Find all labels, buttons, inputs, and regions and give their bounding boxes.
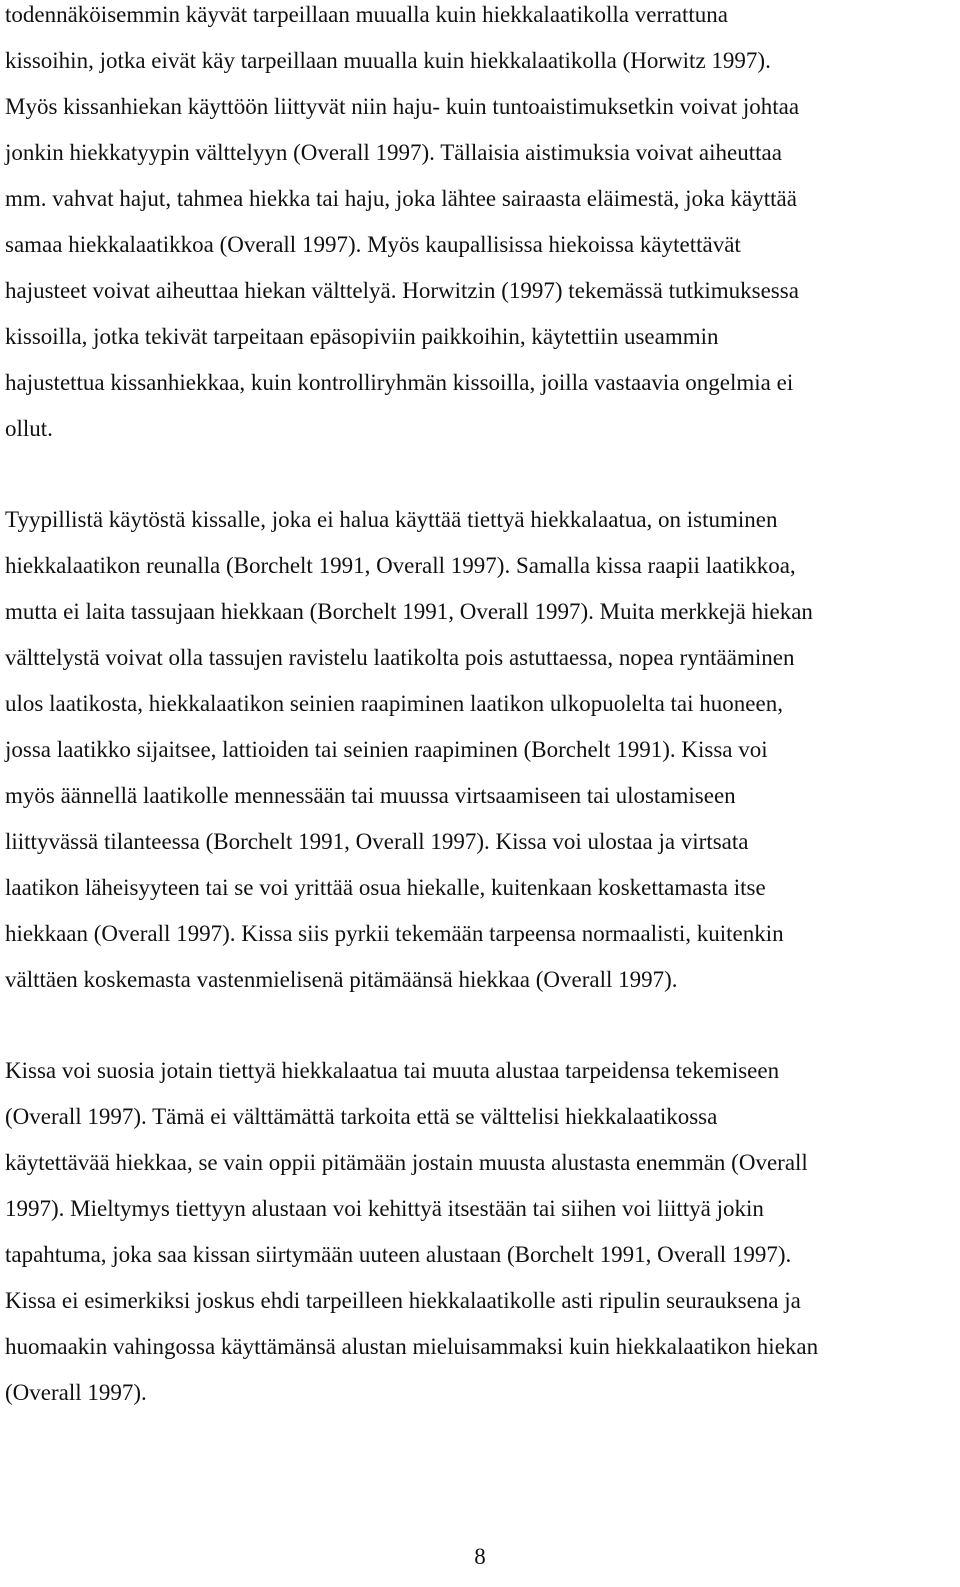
text-line: tapahtuma, joka saa kissan siirtymään uuteen alustaan (Borchelt 1991, Overall 1997). xyxy=(5,1242,792,1267)
paragraph-3 xyxy=(5,1056,955,1424)
text-line: Kissa ei esimerkiksi joskus ehdi tarpeilleen hiekkalaatikolle asti ripulin seurauksena ja xyxy=(5,1288,801,1313)
text-line: (Overall 1997). xyxy=(5,1380,147,1405)
text-line: (Overall 1997). Tämä ei välttämättä tarkoita että se välttelisi hiekkalaatikossa xyxy=(5,1104,718,1129)
paragraph-1 xyxy=(5,0,955,460)
text-line: todennäköisemmin käyvät tarpeillaan muualla kuin hiekkalaatikolla verrattuna xyxy=(5,2,728,27)
text-line: jonkin hiekkatyypin välttelyyn (Overall 1997). Tällaisia aistimuksia voivat aiheuttaa xyxy=(5,140,782,165)
text-line: 1997). Mieltymys tiettyyn alustaan voi kehittyä itsestään tai siihen voi liittyä jokin xyxy=(5,1196,764,1221)
text-line: hiekkalaatikon reunalla (Borchelt 1991, Overall 1997). Samalla kissa raapii laatikkoa, xyxy=(5,553,796,578)
text-line: mutta ei laita tassujaan hiekkaan (Borchelt 1991, Overall 1997). Muita merkkejä hiekan xyxy=(5,599,813,624)
text-line: kissoihin, jotka eivät käy tarpeillaan muualla kuin hiekkalaatikolla (Horwitz 1997). xyxy=(5,48,771,73)
text-line: välttelystä voivat olla tassujen ravistelu laatikolta pois astuttaessa, nopea ryntääminen xyxy=(5,645,795,670)
text-line: ulos laatikosta, hiekkalaatikon seinien raapiminen laatikon ulkopuolelta tai huoneen, xyxy=(5,691,783,716)
text-line: kissoilla, jotka tekivät tarpeitaan epäsopiviin paikkoihin, käytettiin useammin xyxy=(5,324,719,349)
text-line: mm. vahvat hajut, tahmea hiekka tai haju, joka lähtee sairaasta eläimestä, joka käyttää xyxy=(5,186,797,211)
text-line: jossa laatikko sijaitsee, lattioiden tai seinien raapiminen (Borchelt 1991). Kissa voi xyxy=(5,737,768,762)
text-line: ollut. xyxy=(5,416,53,441)
text-line: myös äännellä laatikolle mennessään tai muussa virtsaamiseen tai ulostamiseen xyxy=(5,783,736,808)
text-line: Kissa voi suosia jotain tiettyä hiekkalaatua tai muuta alustaa tarpeidensa tekemiseen xyxy=(5,1058,780,1083)
text-line: hiekkaan (Overall 1997). Kissa siis pyrkii tekemään tarpeensa normaalisti, kuitenkin xyxy=(5,921,784,946)
text-line: liittyvässä tilanteessa (Borchelt 1991, Overall 1997). Kissa voi ulostaa ja virtsata xyxy=(5,829,749,854)
text-line: huomaakin vahingossa käyttämänsä alustan mieluisammaksi kuin hiekkalaatikon hiekan xyxy=(5,1334,819,1359)
text-line: laatikon läheisyyteen tai se voi yrittää osua hiekalle, kuitenkaan koskettamasta itse xyxy=(5,875,766,900)
page-number: 8 xyxy=(474,1544,486,1569)
text-line: käytettävää hiekkaa, se vain oppii pitämään jostain muusta alustasta enemmän (Overall xyxy=(5,1150,808,1175)
text-line: Myös kissanhiekan käyttöön liittyvät niin haju- kuin tuntoaistimuksetkin voivat johtaa xyxy=(5,94,800,119)
text-line: Tyypillistä käytöstä kissalle, joka ei halua käyttää tiettyä hiekkalaatua, on istuminen xyxy=(5,507,778,532)
text-line: välttäen koskemasta vastenmielisenä pitämäänsä hiekkaa (Overall 1997). xyxy=(5,967,678,992)
paragraph-2 xyxy=(5,505,955,1011)
text-line: hajustettua kissanhiekkaa, kuin kontrolliryhmän kissoilla, joilla vastaavia ongelmia ei xyxy=(5,370,794,395)
text-line: samaa hiekkalaatikkoa (Overall 1997). Myös kaupallisissa hiekoissa käytettävät xyxy=(5,232,741,257)
text-line: hajusteet voivat aiheuttaa hiekan välttelyä. Horwitzin (1997) tekemässä tutkimuksessa xyxy=(5,278,799,303)
